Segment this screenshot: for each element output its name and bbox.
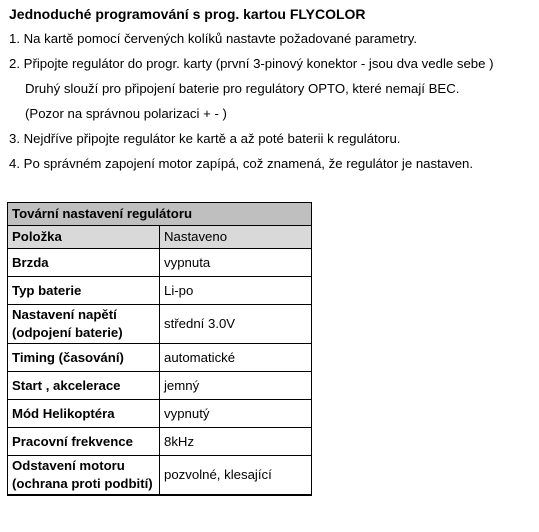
document-title: Jednoduché programování s prog. kartou FLYCOLOR: [9, 6, 366, 22]
setting-value: 8kHz: [160, 428, 312, 456]
instruction-1: 1. Na kartě pomocí červených kolíků nastavte požadované parametry.: [9, 31, 418, 46]
column-header-value: Nastaveno: [160, 226, 312, 249]
factory-settings-table: [7, 202, 312, 496]
setting-name-line1: Odstavení motoru: [12, 458, 125, 473]
table-header-row: [8, 226, 312, 249]
setting-value: vypnutý: [160, 400, 312, 428]
setting-name: Start , akcelerace: [8, 372, 160, 400]
setting-name: Brzda: [8, 249, 160, 277]
table-row: [8, 305, 312, 344]
setting-value: pozvolné, klesající: [160, 456, 312, 496]
setting-name: Pracovní frekvence: [8, 428, 160, 456]
setting-value: jemný: [160, 372, 312, 400]
setting-name: Mód Helikoptéra: [8, 400, 160, 428]
column-header-item: Položka: [8, 226, 160, 249]
table-row: [8, 344, 312, 372]
instruction-4: 4. Po správném zapojení motor zapípá, což znamená, že regulátor je nastaven.: [9, 156, 474, 171]
setting-name-line2: (odpojení baterie): [12, 325, 123, 340]
setting-name: Timing (časování): [8, 344, 160, 372]
setting-value: automatické: [160, 344, 312, 372]
instruction-3: 3. Nejdříve připojte regulátor ke kartě a až poté baterii k regulátoru.: [9, 131, 401, 146]
instruction-2-note: (Pozor na správnou polarizaci + - ): [25, 106, 227, 121]
table-row: [8, 277, 312, 305]
setting-name: Typ baterie: [8, 277, 160, 305]
setting-value: vypnuta: [160, 249, 312, 277]
table-row: [8, 372, 312, 400]
table-row: [8, 456, 312, 496]
setting-name-line2: (ochrana proti podbití): [12, 476, 153, 491]
setting-name-line1: Nastavení napětí: [12, 307, 117, 322]
table-row: [8, 400, 312, 428]
table-caption: Tovární nastavení regulátoru: [8, 203, 312, 226]
instruction-2: 2. Připojte regulátor do progr. karty (první 3-pinový konektor - jsou dva vedle sebe ): [9, 56, 494, 71]
instruction-2-continued: Druhý slouží pro připojení baterie pro regulátory OPTO, které nemají BEC.: [25, 81, 460, 96]
table-caption-row: [8, 203, 312, 226]
setting-name: [8, 456, 160, 496]
setting-name: [8, 305, 160, 344]
setting-value: střední 3.0V: [160, 305, 312, 344]
table-row: [8, 249, 312, 277]
table-row: [8, 428, 312, 456]
setting-value: Li-po: [160, 277, 312, 305]
